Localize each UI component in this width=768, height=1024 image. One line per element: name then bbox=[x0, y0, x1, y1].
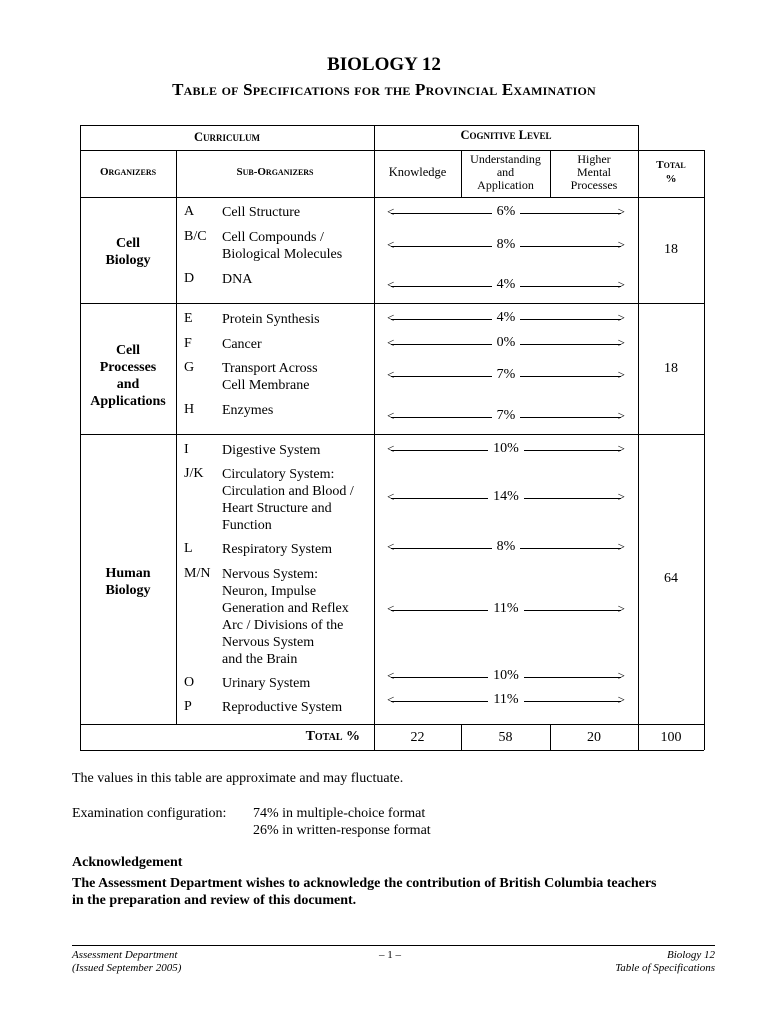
percent-arrow: < > 7% bbox=[387, 408, 625, 423]
footer-divider bbox=[72, 945, 715, 946]
higher-mental-processes-header: Higher Mental Processes bbox=[570, 152, 618, 192]
total-understanding: 58 bbox=[498, 730, 513, 745]
percent-arrow: < > 14% bbox=[387, 489, 625, 504]
total-knowledge: 22 bbox=[410, 730, 425, 745]
percent-arrow: < > 10% bbox=[387, 441, 625, 456]
acknowledgement-heading: Acknowledgement bbox=[72, 855, 183, 870]
organizer-cell-biology: Cell Biology bbox=[105, 236, 151, 268]
suborganizer-code: A bbox=[184, 204, 195, 219]
suborganizer-name: Protein Synthesis bbox=[222, 312, 320, 327]
page-subtitle: Table of Specifications for the Provincial Examination bbox=[172, 80, 596, 99]
total-percent-header: Total % bbox=[656, 159, 686, 185]
suborganizer-code: P bbox=[184, 699, 192, 714]
percent-arrow: < > 7% bbox=[387, 367, 625, 382]
suborganizer-code: O bbox=[184, 675, 195, 690]
percent-arrow: < > 8% bbox=[387, 237, 625, 252]
percent-arrow: < > 4% bbox=[387, 277, 625, 292]
suborganizer-name: DNA bbox=[222, 272, 253, 287]
grand-total: 100 bbox=[660, 730, 682, 745]
suborganizer-name: Cell Compounds / Biological Molecules bbox=[222, 230, 343, 262]
percent-arrow: < > 6% bbox=[387, 204, 625, 219]
percent-arrow: < > 0% bbox=[387, 335, 625, 350]
total-higher-mental: 20 bbox=[587, 730, 601, 745]
exam-config-values: 74% in multiple-choice format 26% in written-response format bbox=[253, 806, 431, 838]
suborganizer-name: Digestive System bbox=[222, 443, 321, 458]
suborganizer-name: Circulatory System: Circulation and Blood / Heart Structure and Function bbox=[222, 467, 354, 533]
percent-arrow: < > 4% bbox=[387, 310, 625, 325]
group-total-human-biology: 64 bbox=[664, 571, 678, 586]
suborganizer-code: B/C bbox=[184, 229, 207, 244]
organizer-cell-processes: Cell Processes and Applications bbox=[90, 343, 166, 409]
suborganizer-code: E bbox=[184, 311, 193, 326]
percent-arrow: < > 11% bbox=[387, 692, 625, 707]
suborganizer-code: I bbox=[184, 442, 189, 457]
understanding-header: Understanding and Application bbox=[470, 152, 541, 192]
suborganizer-name: Transport Across Cell Membrane bbox=[222, 361, 318, 393]
suborganizer-name: Nervous System: Neuron, Impulse Generation and Reflex Arc / Divisions of the Nervous System and the Brain bbox=[222, 567, 349, 667]
page-title: BIOLOGY 12 bbox=[327, 54, 441, 75]
knowledge-header: Knowledge bbox=[388, 165, 447, 179]
organizers-header: Organizers bbox=[99, 166, 157, 178]
group-total-cell-biology: 18 bbox=[664, 242, 678, 257]
suborganizer-code: M/N bbox=[184, 566, 211, 581]
suborganizer-code: F bbox=[184, 336, 192, 351]
suborganizer-name: Urinary System bbox=[222, 676, 311, 691]
footer-right: Biology 12 Table of Specifications bbox=[615, 949, 715, 974]
suborganizer-code: L bbox=[184, 541, 193, 556]
suborganizer-name: Cancer bbox=[222, 337, 262, 352]
percent-arrow: < > 8% bbox=[387, 539, 625, 554]
suborganizers-header: Sub-Organizers bbox=[236, 166, 314, 178]
page-number: – 1 – bbox=[379, 949, 401, 961]
organizer-human-biology: Human Biology bbox=[105, 566, 151, 598]
suborganizer-name: Reproductive System bbox=[222, 700, 343, 715]
suborganizer-code: H bbox=[184, 402, 195, 417]
footer-left: Assessment Department (Issued September 2005) bbox=[72, 949, 182, 974]
cognitive-level-header: Cognitive Level bbox=[460, 128, 552, 142]
exam-config-label: Examination configuration: bbox=[72, 806, 227, 821]
curriculum-header: Curriculum bbox=[193, 130, 261, 144]
group-total-cell-processes: 18 bbox=[664, 361, 678, 376]
approximate-note: The values in this table are approximate and may fluctuate. bbox=[72, 771, 404, 786]
suborganizer-code: G bbox=[184, 360, 195, 375]
suborganizer-code: D bbox=[184, 271, 195, 286]
acknowledgement-text: The Assessment Department wishes to acknowledge the contribution of British Columbia teachers in the preparation and review of this document. bbox=[72, 876, 657, 908]
totals-row-label: Total % bbox=[305, 729, 360, 744]
percent-arrow: < > 10% bbox=[387, 668, 625, 683]
suborganizer-name: Enzymes bbox=[222, 403, 274, 418]
suborganizer-name: Respiratory System bbox=[222, 542, 333, 557]
suborganizer-code: J/K bbox=[184, 466, 204, 481]
percent-arrow: < > 11% bbox=[387, 601, 625, 616]
suborganizer-name: Cell Structure bbox=[222, 205, 301, 220]
